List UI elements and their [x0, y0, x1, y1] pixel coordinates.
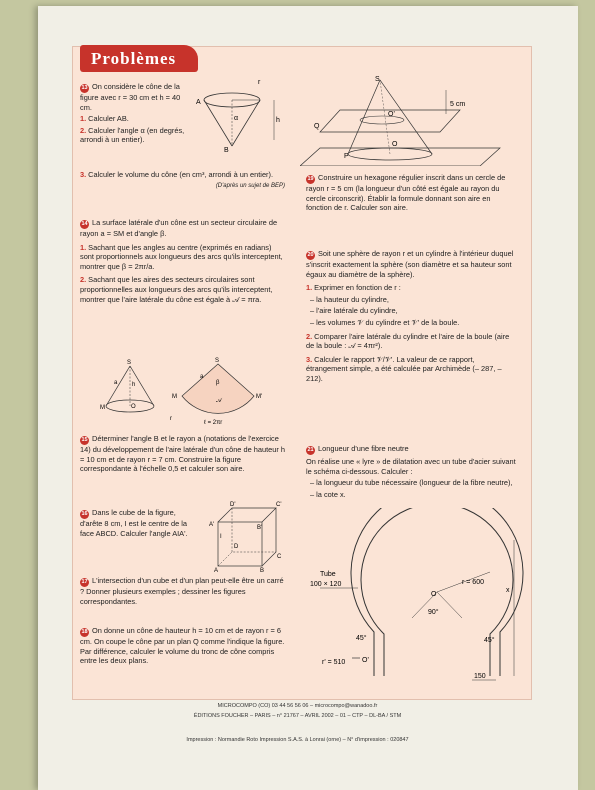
fig13-B: B: [224, 147, 229, 154]
fig13-A: A: [196, 99, 201, 106]
exercise-15: [80, 434, 285, 476]
fig18-Q: Q: [314, 123, 320, 130]
footer-line-1: MICROCOMPO (CO) 03 44 56 56 06 – microcompo@wanadoo.fr: [217, 703, 378, 709]
ex21-item-0: – la longueur du tube nécessaire (longueur de la fibre neutre),: [310, 478, 513, 488]
ex18-number: 18: [81, 629, 88, 635]
ex15-text: [80, 434, 285, 474]
fig16-A: A: [214, 568, 219, 572]
ex14-number: 14: [81, 221, 88, 227]
ex14-q1: 1. Sachant que les angles au centre (exprimés en radians) sont proportionnels aux longueurs des arcs qu'ils interceptent, montrer que β = 2πr/a.: [80, 242, 283, 271]
ex13-q2-text: Calculer l'angle α (en degrés, arrondi à un entier).: [80, 125, 185, 145]
exercise-16: [80, 508, 198, 540]
fig21-r600: r = 600: [462, 579, 484, 586]
fig18-S: S: [375, 76, 380, 83]
footer-line-2: ÉDITIONS FOUCHER – PARIS – n° 21767 – AVRIL 2002 – 01 – CTP – DL-BA / STM: [193, 713, 402, 719]
fig14-O: O: [131, 404, 136, 410]
fig14-M: M: [100, 405, 105, 411]
fig18-P: P: [344, 153, 349, 160]
fig14-l: ℓ = 2πr: [204, 420, 223, 426]
fig14-a2: a: [200, 374, 204, 380]
fig21-O: O: [431, 591, 437, 598]
ex20-intro: [306, 249, 516, 279]
fig21-x: x: [506, 587, 510, 594]
fig16-C: C: [277, 554, 282, 560]
fig14-M2: M': [256, 394, 263, 400]
fig16-Dp: D': [230, 502, 236, 508]
ex21-title: [306, 444, 516, 455]
fig14-S: S: [127, 360, 132, 366]
fig14-h: h: [132, 382, 136, 388]
fig21-angle45-right: 45°: [484, 637, 495, 644]
fig13-h: h: [276, 117, 280, 124]
fig21-angle90: 90°: [428, 609, 439, 616]
fig21-d150: 150: [474, 673, 486, 680]
exercise-13-cont: [80, 170, 285, 193]
ex16-number: 16: [81, 511, 88, 517]
ex18-text: [80, 626, 285, 666]
ex14-q1-text: Sachant que les angles au centre (exprimés en radians) sont proportionnels aux longueurs des arcs qu'ils interceptent, montrer que β = 2πr/a.: [80, 242, 283, 271]
section-title: Problèmes: [91, 49, 177, 68]
fig18-O: O: [392, 141, 398, 148]
ex19-number: 19: [307, 176, 314, 182]
ex13-intro-text: On considère le cône de la figure avec r = 30 cm et h = 40 cm.: [80, 82, 181, 112]
fig14-area: 𝒜: [216, 398, 222, 404]
fig21-Op: O': [362, 657, 369, 664]
ex20-q3: 3. Calculer le rapport 𝒱/𝒱'. La valeur de ce rapport, étrangement simple, a été calculée par Archimède (– 287, – 212).: [306, 354, 502, 383]
ex19-body: Construire un hexagone régulier inscrit dans un cercle de rayon r = 5 cm (la longueur d'un côté est égale au rayon du cercle circonscrit). Établir la formule donnant son aire en fonction de r. Calculer son aire.: [306, 173, 506, 213]
ex15-number: 15: [81, 437, 88, 443]
ex17-body: L'intersection d'un cube et d'un plan peut-elle être un carré ? Donner plusieurs exemples ; dessiner les figures correspondantes.: [80, 576, 284, 606]
fig14-M1: M: [172, 394, 177, 400]
ex17-text: [80, 576, 285, 606]
lyre-figure: [300, 508, 524, 688]
fig14-S2: S: [215, 358, 220, 364]
footer-line-3: Impression : Normandie Roto Impression S.A.S. à Lonrai (orne) – N° d'impression : 020847: [186, 737, 409, 743]
cube-figure: [204, 500, 288, 572]
fig14-a: a: [114, 380, 118, 386]
ex13-intro: [80, 82, 190, 112]
exercise-19: [306, 173, 516, 215]
ex21-item-1: – la cote x.: [310, 489, 346, 499]
ex14-q2-text: Sachant que les aires des secteurs circulaires sont proportionnelles aux longueurs des arcs qu'ils interceptent, montrer que l'aire latérale du cône est égale à 𝒜 = πra.: [80, 275, 273, 304]
ex20-q2: 2. Comparer l'aire latérale du cylindre et l'aire de la boule (aire de la boule : 𝒜 = 4πr²).: [306, 331, 510, 351]
exercise-21: [306, 444, 516, 501]
ex21-text: On réalise une « lyre » de dilatation avec un tube d'acier suivant le schéma ci-dessous. Calculer :: [306, 457, 516, 476]
fig16-D: D: [234, 544, 239, 550]
ex14-intro-text: La surface latérale d'un cône est un secteur circulaire de rayon a = SM et d'angle β.: [80, 218, 278, 238]
ex13-number: 13: [81, 85, 88, 91]
ex13-source: (D'après un sujet de BEP): [215, 182, 285, 189]
cone-figure-13: [192, 76, 290, 154]
ex15-body: Déterminer l'angle B et le rayon a (notations de l'exercice 14) du développement de l'aire latérale d'un cône de hauteur h = 10 cm et de rayon r = 7 cm. Construire la figure correspondante à l'échelle 0,5 et calculer son aire.: [80, 434, 285, 474]
ex20-q2-text: Comparer l'aire latérale du cylindre et l'aire de la boule (aire de la boule : 𝒜 = 4πr²).: [306, 331, 510, 351]
ex13-q3: 3. Calculer le volume du cône (en cm³, arrondi à un entier).: [80, 170, 274, 179]
ex16-body: Dans le cube de la figure, d'arête 8 cm, I est le centre de la face ABCD. Calculer l'angle AIA'.: [80, 508, 188, 538]
ex13-q2: 2. Calculer l'angle α (en degrés, arrondi à un entier).: [80, 125, 185, 145]
ex20-item-0: – la hauteur du cylindre,: [310, 294, 389, 304]
fig21-angle45-left: 45°: [356, 635, 367, 642]
ex21-title-text: Longueur d'une fibre neutre: [318, 444, 409, 453]
ex20-q1-text: Exprimer en fonction de r :: [314, 283, 401, 293]
fig21-r510: r' = 510: [322, 659, 346, 666]
ex20-q3-text: Calculer le rapport 𝒱/𝒱'. La valeur de ce rapport, étrangement simple, a été calculée par Archimède (– 287, – 212).: [306, 354, 502, 383]
fig13-r: r: [258, 79, 261, 86]
fig13-alpha: α: [234, 115, 239, 122]
exercise-14: [80, 218, 285, 306]
ex13-q1-text: Calculer AB.: [88, 114, 129, 124]
ex20-item-2: – les volumes 𝒱 du cylindre et 𝒱' de la boule.: [310, 317, 460, 327]
ex16-text: [80, 508, 198, 538]
fig21-tube: Tube: [320, 571, 336, 578]
fig18-dim: 5 cm: [450, 101, 466, 108]
ex21-number: 21: [307, 447, 314, 453]
ex20-number: 20: [307, 252, 314, 258]
exercise-18: [80, 626, 285, 668]
fig21-tube-dim: 100 × 120: [310, 581, 342, 588]
fig16-B: B: [260, 568, 265, 572]
ex17-number: 17: [81, 579, 88, 585]
fig16-I: I: [220, 534, 222, 540]
fig16-Ap: A': [209, 522, 215, 528]
ex20-q1: 1. Exprimer en fonction de r :: [306, 283, 401, 293]
cone-development-figure: [100, 356, 280, 426]
ex19-text: [306, 173, 516, 213]
exercise-17: [80, 576, 285, 608]
fig16-Bp: B': [257, 525, 263, 531]
fig14-r: r: [170, 416, 172, 422]
exercise-13: [80, 82, 190, 147]
ex14-intro: [80, 218, 285, 239]
cone-cut-figure: [300, 74, 522, 166]
ex13-q1: 1. Calculer AB.: [80, 114, 129, 124]
ex20-item-1: – l'aire latérale du cylindre,: [310, 306, 398, 316]
fig14-beta: β: [216, 380, 220, 386]
ex20-intro-text: Soit une sphère de rayon r et un cylindre à l'intérieur duquel s'inscrit exactement la sphère (son diamètre et sa hauteur sont égaux au diamètre de la sphère).: [306, 249, 514, 279]
ex18-body: On donne un cône de hauteur h = 10 cm et de rayon r = 6 cm. On coupe le cône par un plan Q comme l'indique la figure. Par différence, calculer le volume du tronc de cône compris entre les deux plans.: [80, 626, 285, 666]
fig18-Op: O': [388, 111, 395, 118]
ex14-q2: 2. Sachant que les aires des secteurs circulaires sont proportionnelles aux longueurs des arcs qu'ils interceptent, montrer que l'aire latérale du cône est égale à 𝒜 = πra.: [80, 275, 273, 304]
exercise-20: [306, 249, 516, 386]
ex13-q3-text: Calculer le volume du cône (en cm³, arrondi à un entier).: [88, 170, 274, 179]
section-banner: [80, 45, 198, 72]
fig16-Cp: C': [276, 502, 282, 508]
